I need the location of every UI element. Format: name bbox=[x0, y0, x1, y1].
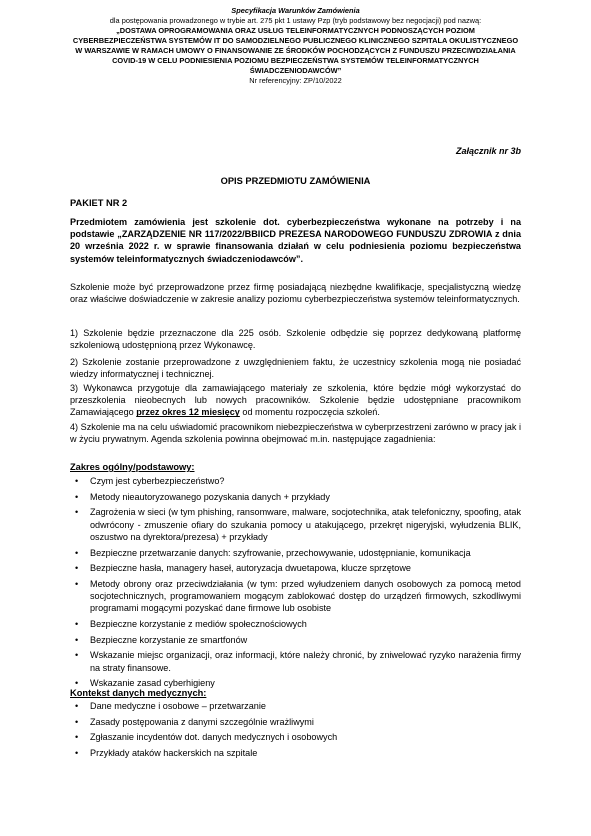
procurement-name: „DOSTAWA OPROGRAMOWANIA ORAZ USŁUG TELEINFORMATYCZNYCH PODNOSZĄCYCH POZIOM CYBERBEZPIECZEŃSTWA SYSTEMÓW IT DO SAMODZIELNEGO PUBLICZNEGO KLINICZNEGO SZPITALA OKULISTYCZNEGO W WARSZAWIE W RAMACH UMOWY O FINANSOWANIE ZE ŚRODKÓW POCHODZĄCYCH Z FUNDUSZU PRZECIWDZIAŁANIA COVID-19 W CELU PODNIESIENIA POZIOMU BEZPIECZEŃSTWA SYSTEMÓW TELEINFORMATYCZNYCH ŚWIADCZENIODAWCÓW” bbox=[72, 26, 519, 75]
annex-label: Załącznik nr 3b bbox=[455, 146, 521, 156]
list-item: • Wskazanie zasad cyberhigieny bbox=[70, 677, 521, 689]
document-header bbox=[70, 6, 521, 86]
point-3-text-a: 3) Wykonawca przygotuje dla zamawiającego materiały ze szkolenia, które będzie mógł wykorzystać do przeszkolenia nieobecnych lub nowych pracowników. Szkolenie będzie udostępniane pracownikom Zamawiającego bbox=[70, 383, 521, 418]
point-3 bbox=[70, 382, 521, 419]
list-item: • Metody obrony oraz przeciwdziałania (w tym: przed wyłudzeniem danych osobowych za pomocą metod socjotechnicznych, programowaniem mogącym zablokować dostęp do urządzeń firmowych, szkodliwymi programami mogącymi pozyskać dane firmowe lub osobiste bbox=[70, 578, 521, 615]
list-item: • Zgłaszanie incydentów dot. danych medycznych i osobowych bbox=[70, 731, 521, 743]
list-item: • Przykłady ataków hackerskich na szpitale bbox=[70, 747, 521, 759]
list-item: • Dane medyczne i osobowe – przetwarzanie bbox=[70, 700, 521, 712]
list-item: • Bezpieczne korzystanie ze smartfonów bbox=[70, 634, 521, 646]
list-item: • Wskazanie miejsc organizacji, oraz informacji, które należy chronić, by zniwelować ryzyko narażenia firmy na straty finansowe. bbox=[70, 649, 521, 673]
spec-title: Specyfikacja Warunków Zamówienia bbox=[231, 6, 360, 15]
point-3-text-b: od momentu rozpoczęcia szkoleń. bbox=[239, 407, 380, 418]
document-title: OPIS PRZEDMIOTU ZAMÓWIENIA bbox=[220, 176, 371, 186]
point-1: 1) Szkolenie będzie przeznaczone dla 225 osób. Szkolenie odbędzie się poprzez dedykowaną platformę szkoleniową udostępnioną przez Wykonawcę. bbox=[70, 328, 521, 351]
list-item: • Czym jest cyberbezpieczeństwo? bbox=[70, 475, 521, 487]
list-item: • Bezpieczne przetwarzanie danych: szyfrowanie, przechowywanie, udostępnianie, komunikacja bbox=[70, 547, 521, 559]
list-item: • Metody nieautoryzowanego pozyskania danych + przykłady bbox=[70, 491, 521, 503]
point-4: 4) Szkolenie ma na celu uświadomić pracownikom niebezpieczeństwa w cyberprzestrzeni zarówno w pracy jak i w życiu prywatnym. Agenda szkolenia powinna obejmować m.in. następujące zagadnienia: bbox=[70, 422, 521, 445]
list-item: • Zagrożenia w sieci (w tym phishing, ransomware, malware, socjotechnika, atak telefoniczny, spoofing, atak odwrócony - zmuszenie ofiary do szukania pomocy u atakującego, przekręt nigeryjski, wyłudzenia BLIK, oszustwo na dyrektora/prezesa) + przykłady bbox=[70, 506, 521, 543]
list-item: • Bezpieczne hasła, managery haseł, autoryzacja dwuetapowa, klucze sprzętowe bbox=[70, 562, 521, 574]
medical-context-list bbox=[70, 700, 521, 763]
point-3-duration: przez okres 12 miesięcy bbox=[136, 407, 240, 418]
general-scope-list bbox=[70, 475, 521, 693]
list-item: • Bezpieczne korzystanie z mediów społecznościowych bbox=[70, 618, 521, 630]
general-scope-heading: Zakres ogólny/podstawowy: bbox=[70, 462, 195, 472]
medical-context-heading: Kontekst danych medycznych: bbox=[70, 688, 207, 698]
reference-number: Nr referencyjny: ZP/10/2022 bbox=[249, 76, 342, 85]
intro-paragraph: Przedmiotem zamówienia jest szkolenie dot. cyberbezpieczeństwa wykonane na potrzeby i na podstawie „ZARZĄDZENIE NR 117/2022/BBIICD PREZESA NARODOWEGO FUNDUSZU ZDROWIA z dnia 20 września 2022 r. w sprawie finansowania działań w celu podniesienia poziomu bezpieczeństwa systemów teleinformatycznych świadczeniodawców”. bbox=[70, 217, 521, 264]
procedure-line: dla postępowania prowadzonego w trybie art. 275 pkt 1 ustawy Pzp (tryb podstawowy bez negocjacji) pod nazwą: bbox=[109, 16, 482, 25]
point-2: 2) Szkolenie zostanie przeprowadzone z uwzględnieniem faktu, że uczestnicy szkolenia mogą nie posiadać wiedzy informatycznej i technicznej. bbox=[70, 357, 521, 380]
package-heading: PAKIET NR 2 bbox=[70, 198, 128, 208]
qualification-paragraph: Szkolenie może być przeprowadzone przez firmę posiadającą niezbędne kwalifikacje, specjalistyczną wiedzę oraz właściwe doświadczenie w zakresie analizy poziomu cyberbezpieczeństwa systemów teleinformatycznych. bbox=[70, 282, 521, 305]
list-item: • Zasady postępowania z danymi szczególnie wrażliwymi bbox=[70, 716, 521, 728]
